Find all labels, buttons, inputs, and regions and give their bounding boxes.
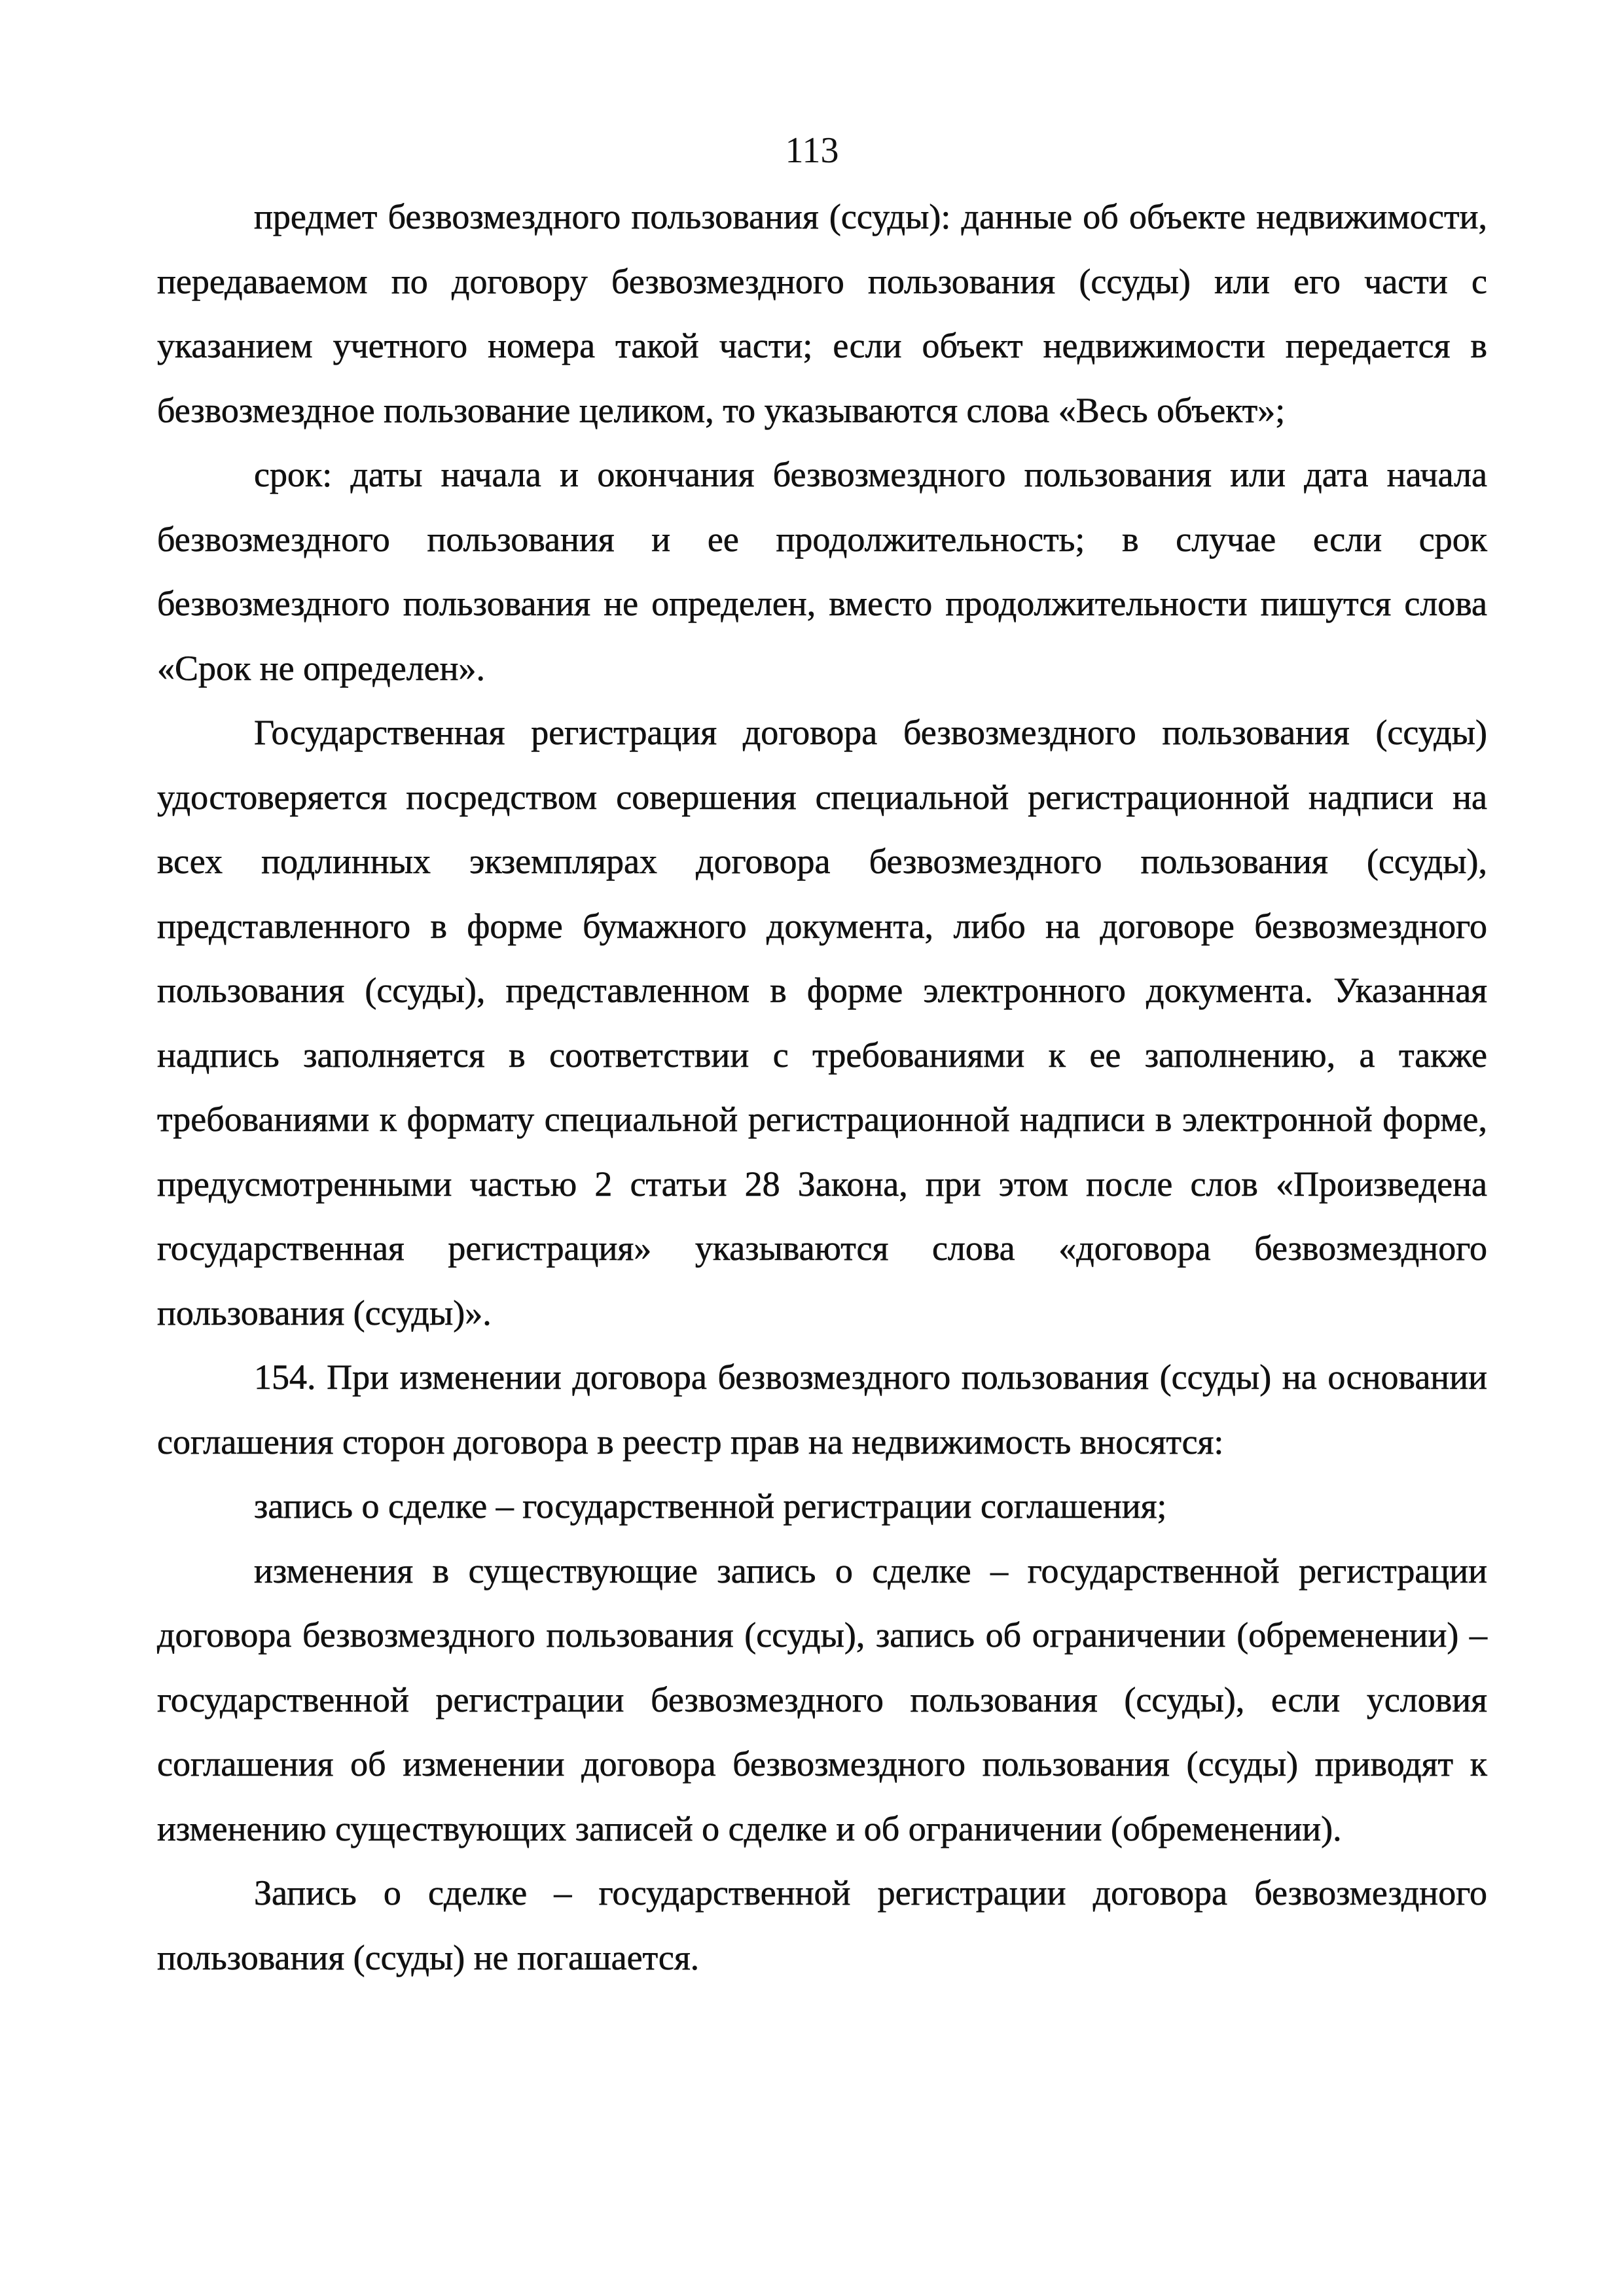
paragraph-item-154: 154. При изменении договора безвозмездного пользования (ссуды) на основании соглашения сторон договора в реестр прав на недвижимость вносятся:: [157, 1357, 1487, 1462]
paragraph-registration: Государственная регистрация договора безвозмездного пользования (ссуды) удостоверяется посредством совершения специальной регистрационной надписи на всех подлинных экземплярах договора безвозмездного пользования (ссуды), представленного в форме бумажного документа, либо на договоре безвозмездного пользования (ссуды), представленном в форме электронного документа. Указанная надпись заполняется в соответствии с требованиями к ее заполнению, а также требованиями к формату специальной регистрационной надписи в электронной форме, предусмотренными частью 2 статьи 28 Закона, при этом после слов «Произведена государственная регистрация» указываются слова «договора безвозмездного пользования (ссуды)».: [157, 713, 1487, 1333]
paragraph-changes: изменения в существующие запись о сделке – государственной регистрации договора безвозмездного пользования (ссуды), запись об ограничении (обременении) – государственной регистрации безвозмездного пользования (ссуды), если условия соглашения об изменении договора безвозмездного пользования (ссуды) приводят к изменению существующих записей о сделке и об ограничении (обременении).: [157, 1551, 1487, 1848]
page-number: 113: [785, 130, 839, 171]
paragraph-term: срок: даты начала и окончания безвозмездного пользования или дата начала безвозмездного пользования и ее продолжительность; в случае если срок безвозмездного пользования не определен, вместо продолжительности пишутся слова «Срок не определен».: [157, 455, 1487, 688]
paragraph-subject: предмет безвозмездного пользования (ссуды): данные об объекте недвижимости, передаваемом по договору безвозмездного пользования (ссуды) или его части с указанием учетного номера такой части; если объект недвижимости передается в безвозмездное пользование целиком, то указываются слова «Весь объект»;: [157, 197, 1487, 430]
paragraph-not-cancelled: Запись о сделке – государственной регистрации договора безвозмездного пользования (ссуды) не погашается.: [157, 1873, 1487, 1977]
document-body: [157, 185, 1487, 1990]
paragraph-record-agreement: запись о сделке – государственной регистрации соглашения;: [254, 1486, 1167, 1526]
